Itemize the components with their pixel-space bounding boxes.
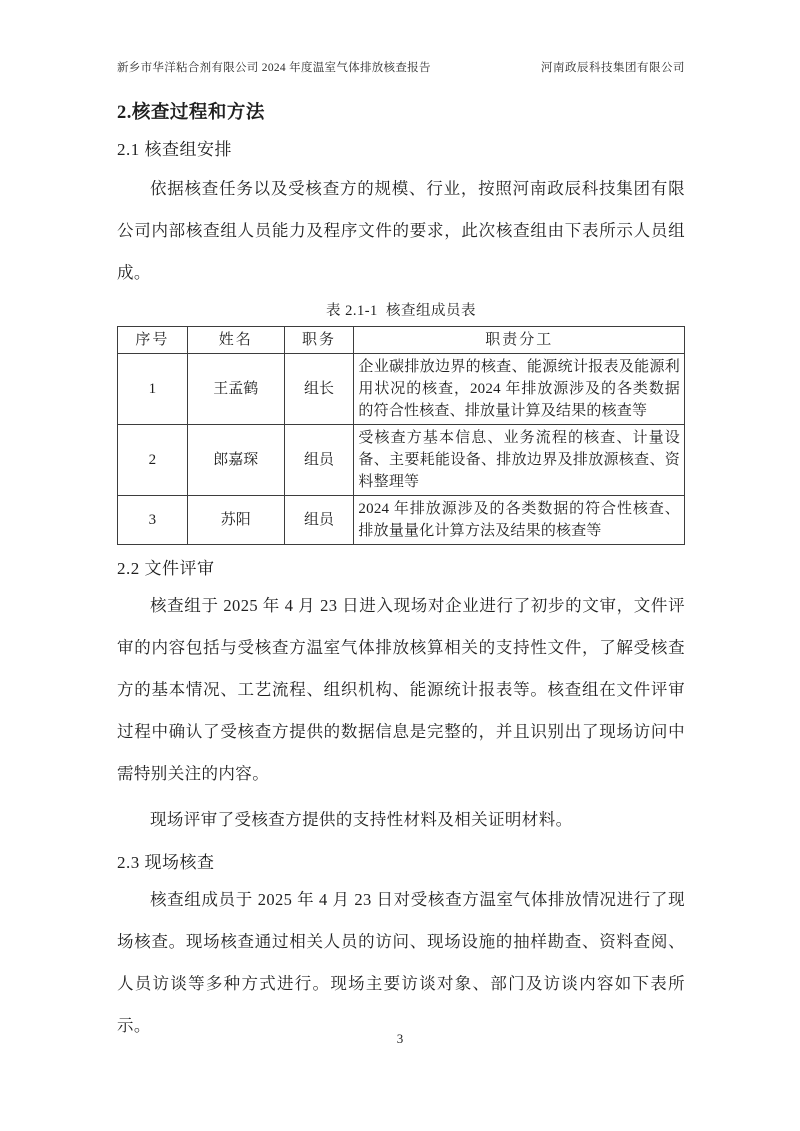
- cell-role: 组员: [284, 425, 354, 496]
- running-header: [117, 60, 685, 76]
- table-caption: 表 2.1-1 核查组成员表: [325, 303, 477, 319]
- table-row: [118, 425, 685, 496]
- column-header-no: 序号: [118, 327, 188, 354]
- cell-name: 王孟鹤: [187, 354, 284, 425]
- heading-2-3: 2.3 现场核查: [117, 853, 215, 872]
- cell-role: 组长: [284, 354, 354, 425]
- section-title: 2.核查过程和方法: [117, 103, 265, 123]
- paragraph-2-3: 核查组成员于 2025 年 4 月 23 日对受核查方温室气体排放情况进行了现场核查。现场核查通过相关人员的访问、现场设施的抽样勘查、资料查阅、人员访谈等多种方式进行。现场主要访谈对象、部门及访谈内容如下表所示。: [117, 890, 685, 1035]
- cell-duty: 2024 年排放源涉及的各类数据的符合性核查、排放量量化计算方法及结果的核查等: [354, 496, 685, 545]
- column-header-role: 职务: [284, 327, 354, 354]
- cell-no: 1: [118, 354, 188, 425]
- heading-2-2: 2.2 文件评审: [117, 559, 215, 578]
- table-row: [118, 496, 685, 545]
- cell-role: 组员: [284, 496, 354, 545]
- header-company-name: 河南政辰科技集团有限公司: [541, 62, 685, 74]
- cell-duty: 企业碳排放边界的核查、能源统计报表及能源利用状况的核查，2024 年排放源涉及的各类数据的符合性核查、排放量计算及结果的核查等: [354, 354, 685, 425]
- heading-2-1: 2.1 核查组安排: [117, 140, 232, 159]
- page-number: 3: [396, 1031, 404, 1046]
- cell-duty: 受核查方基本信息、业务流程的核查、计量设备、主要耗能设备、排放边界及排放源核查、资料整理等: [354, 425, 685, 496]
- members-table: [117, 326, 685, 545]
- header-report-title: 新乡市华洋粘合剂有限公司 2024 年度温室气体排放核查报告: [117, 62, 431, 74]
- cell-no: 2: [118, 425, 188, 496]
- cell-name: 郎嘉琛: [187, 425, 284, 496]
- paragraph-2-1: 依据核查任务以及受核查方的规模、行业，按照河南政辰科技集团有限公司内部核查组人员能力及程序文件的要求，此次核查组由下表所示人员组成。: [117, 179, 685, 282]
- cell-name: 苏阳: [187, 496, 284, 545]
- table-row: [118, 354, 685, 425]
- column-header-name: 姓名: [187, 327, 284, 354]
- paragraph-2-2a: 核查组于 2025 年 4 月 23 日进入现场对企业进行了初步的文审，文件评审的内容包括与受核查方温室气体排放核算相关的支持性文件，了解受核查方的基本情况、工艺流程、组织机构、能源统计报表等。核查组在文件评审过程中确认了受核查方提供的数据信息是完整的，并且识别出了现场访问中需特别关注的内容。: [117, 596, 685, 783]
- column-header-duty: 职责分工: [354, 327, 685, 354]
- table-header-row: [118, 327, 685, 354]
- paragraph-2-2b: 现场评审了受核查方提供的支持性材料及相关证明材料。: [150, 810, 573, 829]
- cell-no: 3: [118, 496, 188, 545]
